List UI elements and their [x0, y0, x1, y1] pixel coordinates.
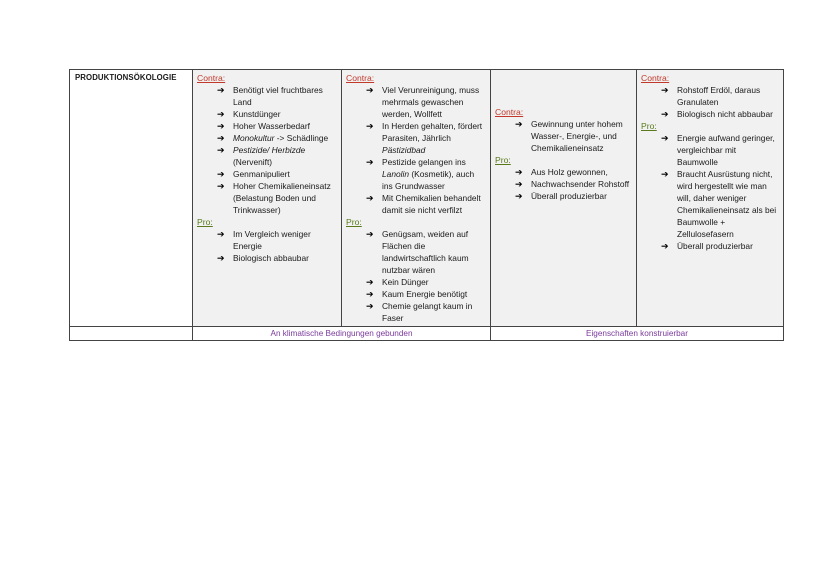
contra-label: Contra:: [495, 107, 524, 117]
cell-col4: [637, 70, 784, 327]
arrow-icon: ➔: [217, 169, 225, 179]
cell-col1: [193, 70, 342, 327]
pro-label: Pro:: [346, 217, 362, 227]
arrow-icon: ➔: [661, 169, 669, 179]
list-item: ➔ Gewinnung unter hohem Wasser-, Energie-, und Chemikalieneinsatz: [515, 119, 623, 153]
arrow-icon: ➔: [661, 133, 669, 143]
list-item: ➔ Rohstoff Erdöl, daraus Granulaten: [661, 85, 761, 107]
arrow-icon: ➔: [661, 85, 669, 95]
production-ecology-table: [69, 69, 784, 341]
arrow-icon: ➔: [217, 229, 225, 239]
arrow-icon: ➔: [217, 253, 225, 263]
cell-col3: [491, 70, 637, 327]
list-item: ➔ Überall produzierbar: [661, 241, 753, 251]
list-item: ➔ Überall produzierbar: [515, 191, 607, 201]
list-item: ➔ Benötigt viel fruchtbares Land: [217, 85, 323, 107]
arrow-icon: ➔: [515, 191, 523, 201]
list-item: ➔ Viel Verunreinigung, muss mehrmals gewaschen werden, Wollfett: [366, 85, 480, 119]
arrow-icon: ➔: [515, 119, 523, 129]
list-item: ➔ Hoher Wasserbedarf: [217, 121, 310, 131]
footer-right-text: Eigenschaften konstruierbar: [586, 329, 688, 338]
footer-row: [70, 327, 784, 341]
arrow-icon: ➔: [217, 133, 225, 143]
row-header-label: PRODUKTIONSÖKOLOGIE: [75, 73, 177, 82]
contra-label: Contra:: [641, 73, 670, 83]
arrow-icon: ➔: [366, 85, 374, 95]
list-item: ➔ Kunstdünger: [217, 109, 281, 119]
list-item: ➔ Biologisch nicht abbaubar: [661, 109, 773, 119]
pro-list: [641, 132, 779, 252]
arrow-icon: ➔: [217, 109, 225, 119]
contra-list: [346, 84, 486, 216]
footer-right-cell: [491, 327, 784, 341]
list-item: ➔ Monokultur -> Schädlinge: [217, 133, 329, 143]
list-item: ➔ Im Vergleich weniger Energie: [217, 229, 311, 251]
arrow-icon: ➔: [366, 157, 374, 167]
table-row: [70, 70, 784, 327]
cell-col2: [342, 70, 491, 327]
arrow-icon: ➔: [366, 229, 374, 239]
list-item: ➔ Biologisch abbaubar: [217, 253, 309, 263]
list-item: ➔ Hoher Chemikalieneinsatz (Belastung Boden und Trinkwasser): [217, 181, 331, 215]
list-item: ➔ Kaum Energie benötigt: [366, 289, 468, 299]
arrow-icon: ➔: [366, 193, 374, 203]
arrow-icon: ➔: [515, 167, 523, 177]
pro-label: Pro:: [641, 121, 657, 131]
contra-list: [197, 84, 337, 216]
pro-label: Pro:: [197, 217, 213, 227]
list-item: ➔ Nachwachsender Rohstoff: [515, 179, 630, 189]
list-item: ➔ Aus Holz gewonnen,: [515, 167, 608, 177]
list-item: ➔ Genmanipuliert: [217, 169, 290, 179]
list-item: ➔ Energie aufwand geringer, vergleichbar mit Baumwolle: [661, 133, 775, 167]
contra-list: [641, 84, 779, 120]
arrow-icon: ➔: [366, 277, 374, 287]
list-item: ➔ Kein Dünger: [366, 277, 429, 287]
arrow-icon: ➔: [366, 301, 374, 311]
list-item: ➔ Pestizide gelangen ins Lanolin (Kosmetik), auch ins Grundwasser: [366, 157, 475, 191]
list-item: ➔ Genügsam, weiden auf Flächen die landwirtschaftlich kaum nutzbar wären: [366, 229, 469, 275]
contra-label: Contra:: [197, 73, 226, 83]
contra-label: Contra:: [346, 73, 375, 83]
arrow-icon: ➔: [217, 85, 225, 95]
list-item: ➔ Pestizide/ Herbizde (Nervenift): [217, 145, 306, 167]
contra-list: [495, 118, 632, 154]
arrow-icon: ➔: [217, 145, 225, 155]
arrow-icon: ➔: [366, 289, 374, 299]
list-item: ➔ Braucht Ausrüstung nicht, wird hergestellt wie man will, daher weniger Chemikalieneinsatz als bei Baumwolle + Zellulosefasern: [661, 169, 777, 239]
pro-list: [346, 228, 486, 324]
pro-list: [197, 228, 337, 264]
list-item: ➔ Chemie gelangt kaum in Faser: [366, 301, 473, 323]
arrow-icon: ➔: [217, 181, 225, 191]
arrow-icon: ➔: [217, 121, 225, 131]
row-header-cell: [70, 70, 193, 327]
footer-empty-cell: [70, 327, 193, 341]
arrow-icon: ➔: [515, 179, 523, 189]
footer-left-cell: [193, 327, 491, 341]
list-item: ➔ Mit Chemikalien behandelt damit sie nicht verfilzt: [366, 193, 481, 215]
arrow-icon: ➔: [366, 121, 374, 131]
arrow-icon: ➔: [661, 241, 669, 251]
footer-left-text: An klimatische Bedingungen gebunden: [270, 329, 413, 338]
pro-list: [495, 166, 632, 202]
list-item: ➔ In Herden gehalten, fördert Parasiten, Jährlich Pästizidbad: [366, 121, 483, 155]
arrow-icon: ➔: [661, 109, 669, 119]
pro-label: Pro:: [495, 155, 511, 165]
